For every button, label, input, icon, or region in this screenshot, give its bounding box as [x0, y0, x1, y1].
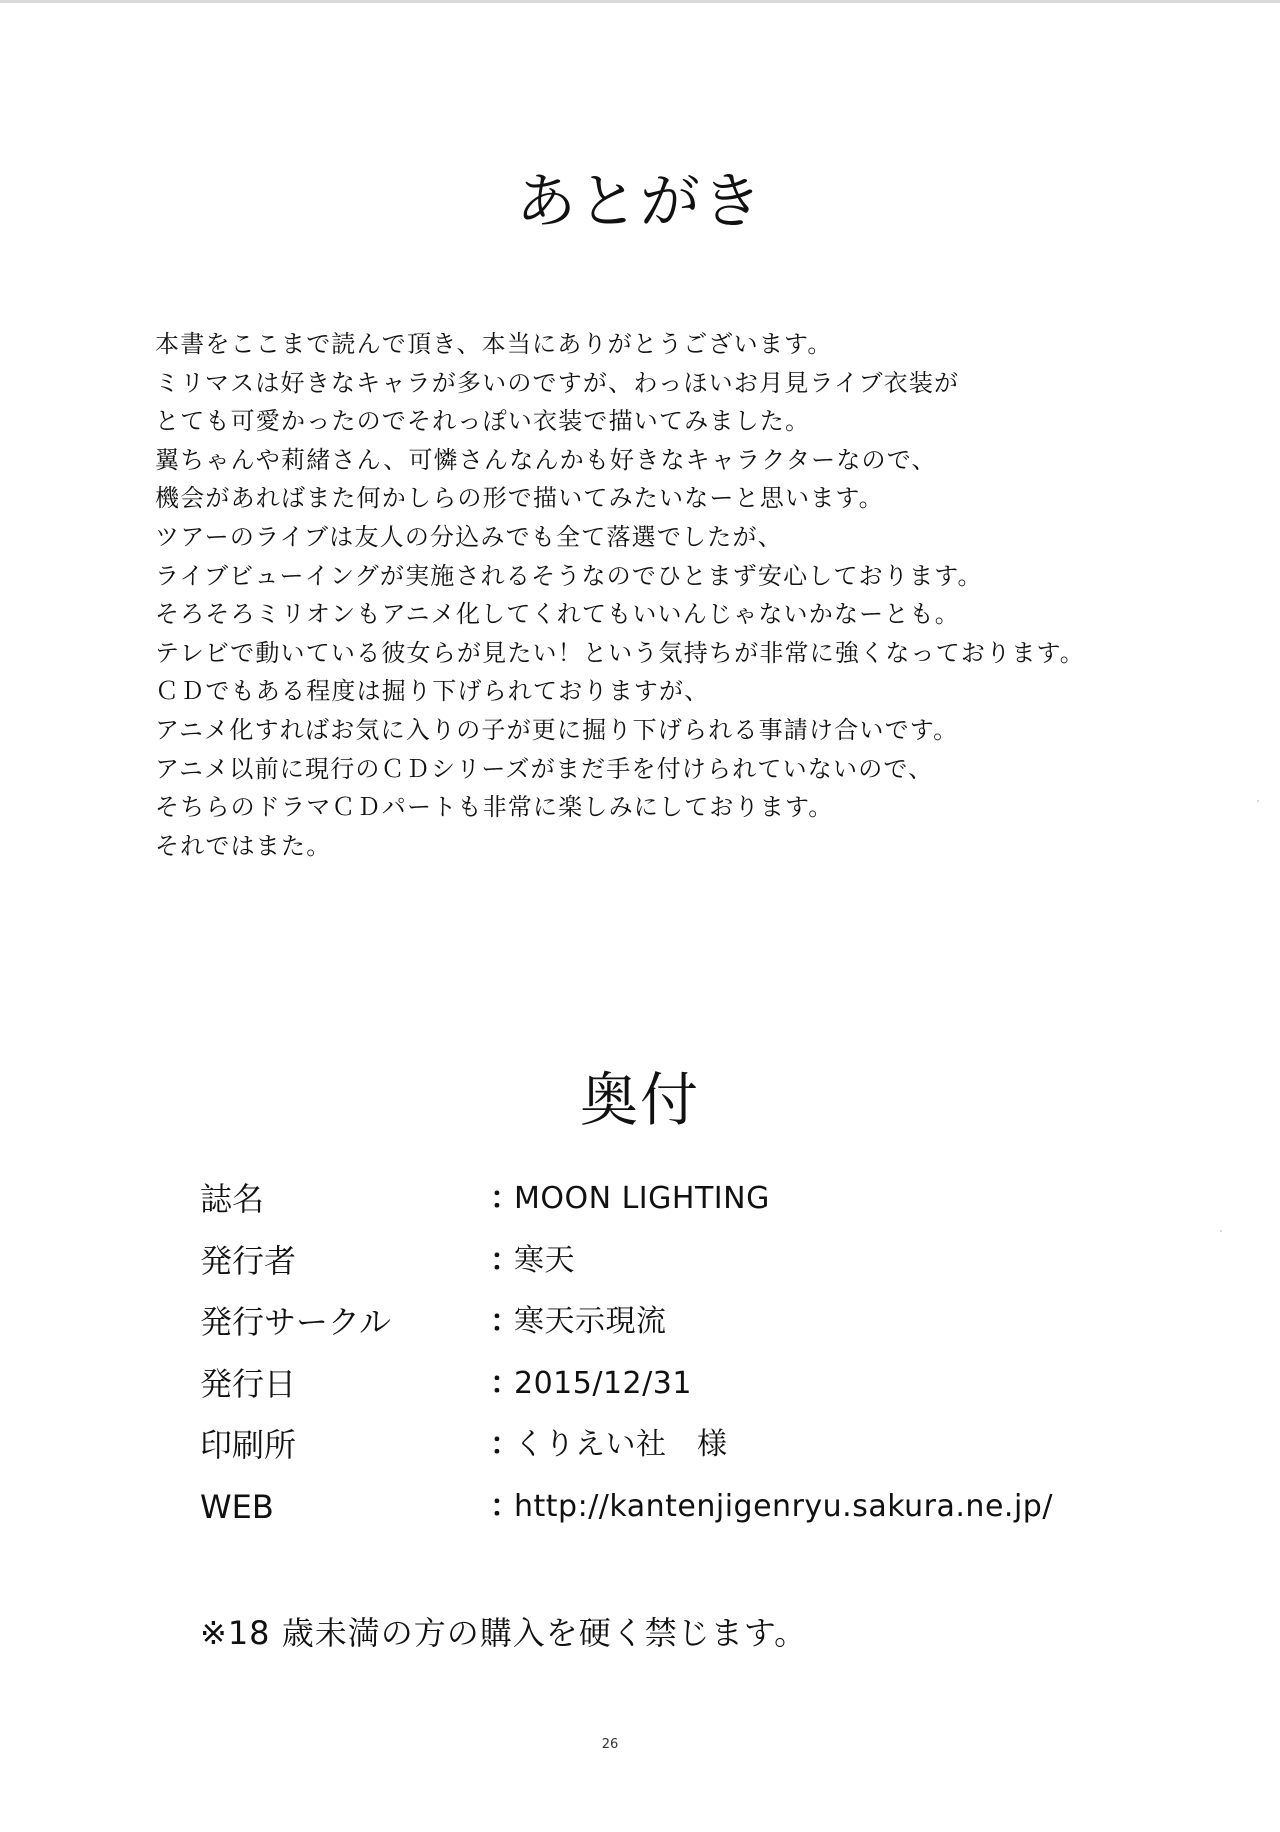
colophon-colon: ： — [490, 1365, 520, 1401]
scan-speck — [1257, 800, 1259, 802]
colophon-web-url: http://kantenjigenryu.sakura.ne.jp/ — [514, 1488, 1053, 1524]
age-restriction-notice: ※18 歳未満の方の購入を硬く禁じます。 — [200, 1614, 808, 1652]
colophon-label: 印刷所 — [200, 1426, 297, 1464]
afterword-body — [155, 325, 1265, 865]
colophon-row-publisher — [200, 1236, 1100, 1298]
colophon-value: くりえい社 様 — [514, 1427, 728, 1462]
colophon-colon: ： — [490, 1427, 520, 1462]
page-number: 26 — [601, 1737, 619, 1752]
afterword-line: テレビで動いている彼女らが見たい！という気持ちが非常に強くなっております。 — [155, 638, 1085, 667]
colophon-value: 寒天 — [514, 1242, 575, 1278]
colophon-colon: ： — [490, 1488, 520, 1524]
colophon-label: 誌名 — [200, 1180, 265, 1218]
colophon-row-printer — [200, 1420, 1100, 1482]
afterword-line: ＣＤでもある程度は掘り下げられておりますが、 — [155, 677, 710, 706]
afterword-line: アニメ化すればお気に入りの子が更に掘り下げられる事請け合いです。 — [155, 715, 959, 744]
colophon-label: 発行サークル — [200, 1303, 392, 1341]
afterword-line: ライブビューイングが実施されるそうなのでひとまず安心しております。 — [155, 561, 983, 590]
afterword-line: 本書をここまで読んで頂き、本当にありがとうございます。 — [155, 330, 833, 358]
scan-speck — [1220, 1230, 1222, 1232]
colophon-label: 発行日 — [200, 1364, 297, 1403]
colophon-value: 2015/12/31 — [514, 1365, 692, 1401]
afterword-line: 翼ちゃんや莉緒さん、可憐さんなんかも好きなキャラクターなので、 — [155, 445, 937, 474]
colophon-row-web — [200, 1482, 1100, 1544]
afterword-line: それではまた。 — [155, 831, 332, 860]
colophon-colon: ： — [490, 1181, 520, 1216]
colophon-colon: ： — [490, 1242, 520, 1278]
colophon-row-title — [200, 1174, 1100, 1236]
colophon-label: WEB — [200, 1487, 274, 1526]
page-top-edge — [0, 0, 1280, 3]
afterword-title: あとがき — [516, 167, 764, 237]
colophon-label: 発行者 — [200, 1241, 297, 1280]
colophon-row-circle — [200, 1297, 1100, 1359]
afterword-line: とても可愛かったのでそれっぽい衣装で描いてみました。 — [155, 407, 811, 436]
afterword-line: 機会があればまた何かしらの形で描いてみたいなーと思います。 — [155, 484, 884, 513]
afterword-line: ミリマスは好きなキャラが多いのですが、わっほいお月見ライブ衣装が — [155, 368, 960, 397]
colophon-colon: ： — [490, 1304, 520, 1339]
afterword-line: アニメ以前に現行のＣＤシリーズがまだ手を付けられていないので、 — [155, 754, 934, 783]
colophon-row-date — [200, 1359, 1100, 1421]
afterword-line: ツアーのライブは友人の分込みでも全て落選でしたが、 — [155, 522, 783, 551]
colophon-table — [200, 1174, 1100, 1543]
colophon-value: MOON LIGHTING — [514, 1181, 770, 1216]
afterword-line: そろそろミリオンもアニメ化してくれてもいいんじゃないかなーとも。 — [155, 600, 960, 629]
afterword-line: そちらのドラマＣＤパートも非常に楽しみにしております。 — [155, 793, 834, 822]
colophon-value: 寒天示現流 — [514, 1304, 667, 1339]
colophon-title: 奥付 — [579, 1066, 700, 1134]
